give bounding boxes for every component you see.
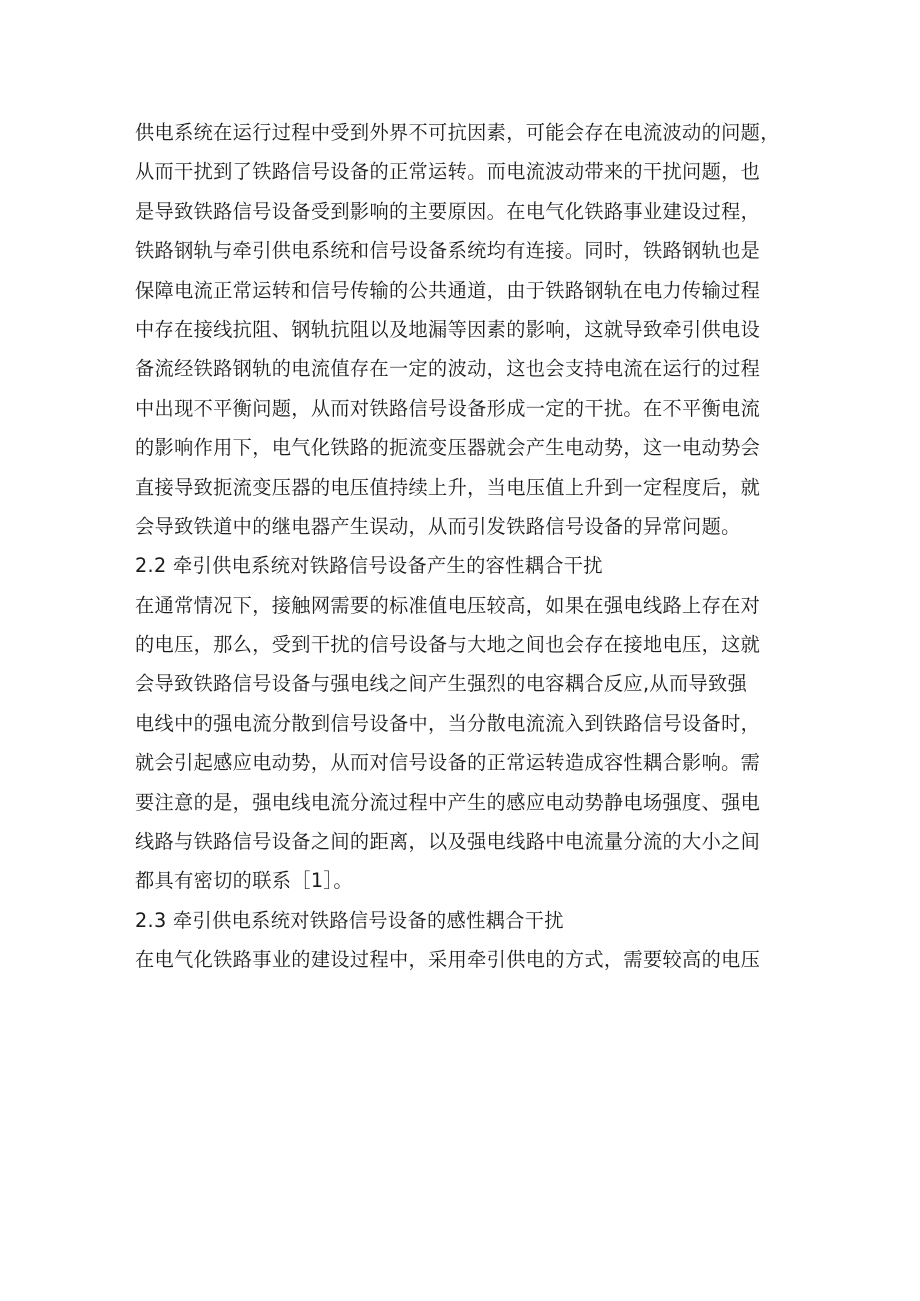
- text-line: 中存在接线抗阻、钢轨抗阻以及地漏等因素的影响，这就导致牵引供电设: [135, 317, 761, 341]
- text-line: 的电压，那么，受到干扰的信号设备与大地之间也会存在接地电压，这就: [135, 633, 761, 657]
- text-line: 的影响作用下，电气化铁路的扼流变压器就会产生电动势，这一电动势会: [135, 436, 761, 460]
- text-line: 保障电流正常运转和信号传输的公共通道，由于铁路钢轨在电力传输过程: [135, 278, 761, 302]
- text-line: 线路与铁路信号设备之间的距离，以及强电线路中电流量分流的大小之间: [135, 830, 761, 854]
- text-line: 从而干扰到了铁路信号设备的正常运转。而电流波动带来的干扰问题，也: [135, 160, 761, 184]
- text-line: 会导致铁路信号设备与强电线之间产生强烈的电容耦合反应,从而导致强: [135, 672, 748, 696]
- text-line: 会导致铁道中的继电器产生误动，从而引发铁路信号设备的异常问题。: [135, 514, 741, 538]
- text-line: 供电系统在运行过程中受到外界不可抗因素，可能会存在电流波动的问题，: [135, 121, 780, 144]
- section-heading: 2.2 牵引供电系统对铁路信号设备产生的容性耦合干扰: [135, 554, 603, 578]
- text-line: 是导致铁路信号设备受到影响的主要原因。在电气化铁路事业建设过程，: [135, 199, 761, 223]
- text-line: 铁路钢轨与牵引供电系统和信号设备系统均有连接。同时，铁路钢轨也是: [135, 239, 761, 263]
- body-text: [135, 113, 795, 980]
- section-heading: 2.3 牵引供电系统对铁路信号设备的感性耦合干扰: [135, 908, 564, 932]
- text-line: 都具有密切的联系［1］。: [135, 869, 353, 893]
- text-line: 直接导致扼流变压器的电压值持续上升，当电压值上升到一定程度后，就: [135, 475, 761, 499]
- text-line: 备流经铁路钢轨的电流值存在一定的波动，这也会支持电流在运行的过程: [135, 357, 761, 381]
- text-line: 就会引起感应电动势，从而对信号设备的正常运转造成容性耦合影响。需: [135, 751, 761, 775]
- text-line: 在电气化铁路事业的建设过程中，采用牵引供电的方式，需要较高的电压: [135, 948, 761, 972]
- text-line: 要注意的是，强电线电流分流过程中产生的感应电动势静电场强度、强电: [135, 790, 761, 814]
- text-line: 电线中的强电流分散到信号设备中，当分散电流流入到铁路信号设备时，: [135, 711, 761, 735]
- text-line: 中出现不平衡问题，从而对铁路信号设备形成一定的干扰。在不平衡电流: [135, 396, 761, 420]
- text-line: 在通常情况下，接触网需要的标准值电压较高，如果在强电线路上存在对: [135, 593, 761, 617]
